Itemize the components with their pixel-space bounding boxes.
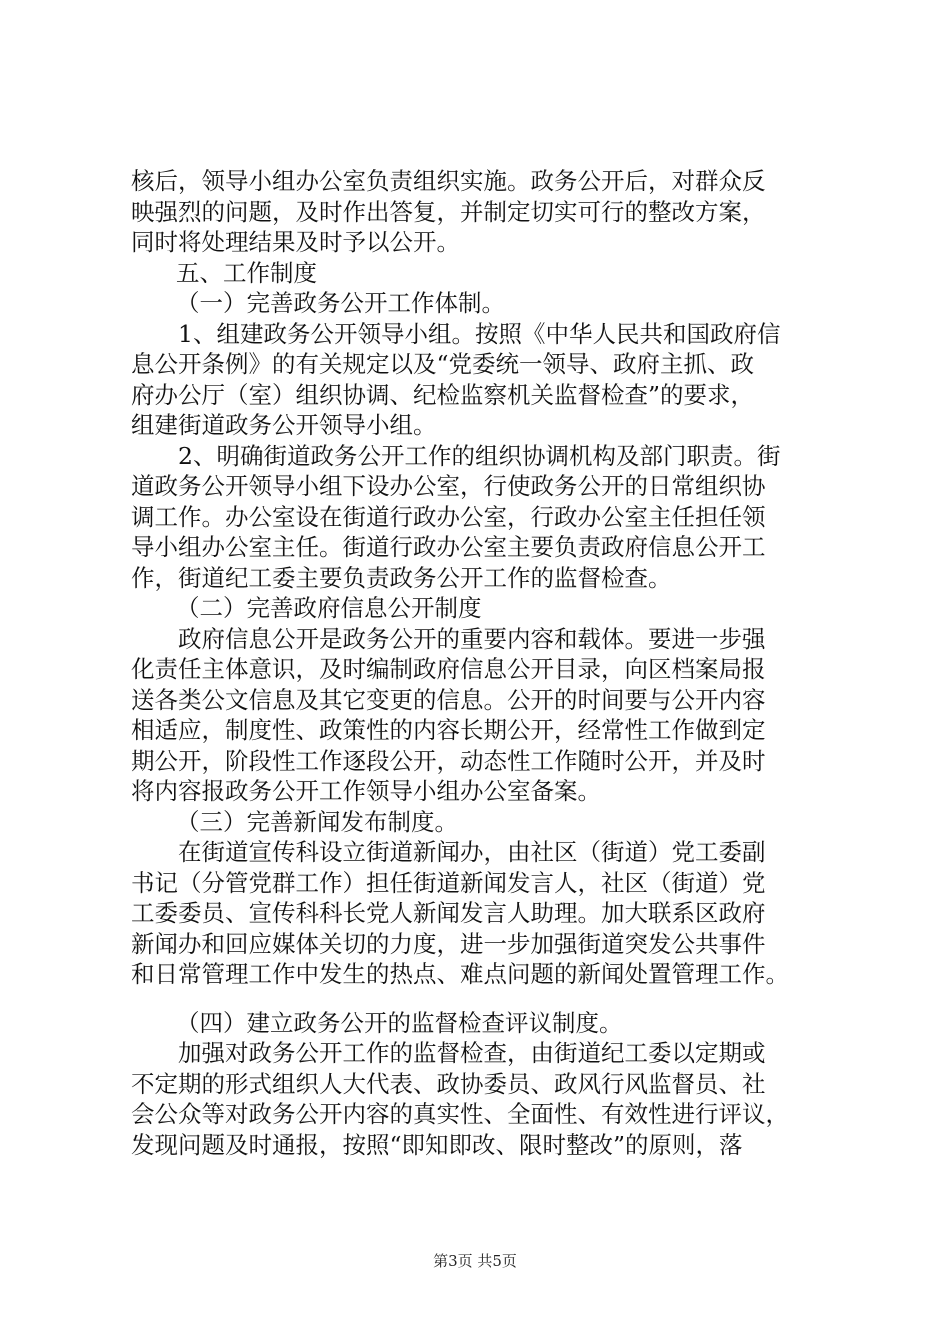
text-line: 作，街道纪工委主要负责政务公开工作的监督检查。 [131, 563, 672, 592]
text-line: 送各类公文信息及其它变更的信息。公开的时间要与公开内容 [131, 685, 766, 714]
text-line: 息公开条例》的有关规定以及“党委统一领导、政府主抓、政 [131, 350, 755, 378]
page-number-footer: 第3页 共5页 [433, 1252, 517, 1270]
subsection-heading: （三）完善新闻发布制度。 [176, 807, 458, 836]
text-line: 政府信息公开是政务公开的重要内容和载体。要进一步强 [178, 624, 766, 653]
text-line: 和日常管理工作中发生的热点、难点问题的新闻处置管理工作。 [131, 960, 789, 988]
text-line: 道政务公开领导小组下设办公室，行使政务公开的日常组织协 [131, 472, 766, 500]
text-line: 会公众等对政务公开内容的真实性、全面性、有效性进行评议， [131, 1100, 789, 1128]
document-body [131, 166, 841, 1160]
text-line: 化责任主体意识，及时编制政府信息公开目录，向区档案局报 [131, 655, 766, 683]
text-line: 相适应，制度性、政策性的内容长期公开，经常性工作做到定 [131, 716, 766, 744]
text-line: 映强烈的问题，及时作出答复，并制定切实可行的整改方案， [131, 197, 766, 226]
text-line: 1、组建政务公开领导小组。按照《中华人民共和国政府信 [178, 319, 781, 348]
text-line: 2、明确街道政务公开工作的组织协调机构及部门职责。街 [178, 441, 781, 470]
text-line: 加强对政务公开工作的监督检查，由街道纪工委以定期或 [178, 1039, 766, 1067]
text-line: 期公开，阶段性工作逐段公开，动态性工作随时公开，并及时 [131, 746, 766, 775]
text-line: 府办公厅（室）组织协调、纪检监察机关监督检查”的要求， [131, 380, 755, 409]
text-line: 工委委员、宣传科科长党人新闻发言人助理。加大联系区政府 [131, 899, 766, 927]
subsection-heading: （四）建立政务公开的监督检查评议制度。 [176, 1008, 623, 1037]
text-line: 核后，领导小组办公室负责组织实施。政务公开后，对群众反 [131, 167, 766, 195]
text-line: 将内容报政务公开工作领导小组办公室备案。 [131, 777, 601, 805]
text-line: 同时将处理结果及时予以公开。 [131, 228, 460, 256]
text-line: 在街道宣传科设立街道新闻办，由社区（街道）党工委副 [178, 838, 766, 866]
text-line: 发现问题及时通报，按照“即知即改、限时整改”的原则，落 [131, 1130, 743, 1159]
paragraph-gap [131, 990, 841, 1008]
text-line: 导小组办公室主任。街道行政办公室主要负责政府信息公开工 [131, 533, 766, 561]
text-line: 不定期的形式组织人大代表、政协委员、政风行风监督员、社 [131, 1069, 766, 1098]
section-heading: 五、工作制度 [176, 258, 317, 287]
text-line: 书记（分管党群工作）担任街道新闻发言人，社区（街道）党 [131, 868, 766, 897]
text-line: 调工作。办公室设在街道行政办公室，行政办公室主任担任领 [131, 502, 766, 531]
text-line: 新闻办和回应媒体关切的力度，进一步加强街道突发公共事件 [131, 929, 766, 958]
subsection-heading: （二）完善政府信息公开制度 [176, 594, 482, 622]
text-line: 组建街道政务公开领导小组。 [131, 411, 437, 439]
subsection-heading: （一）完善政务公开工作体制。 [176, 289, 505, 317]
